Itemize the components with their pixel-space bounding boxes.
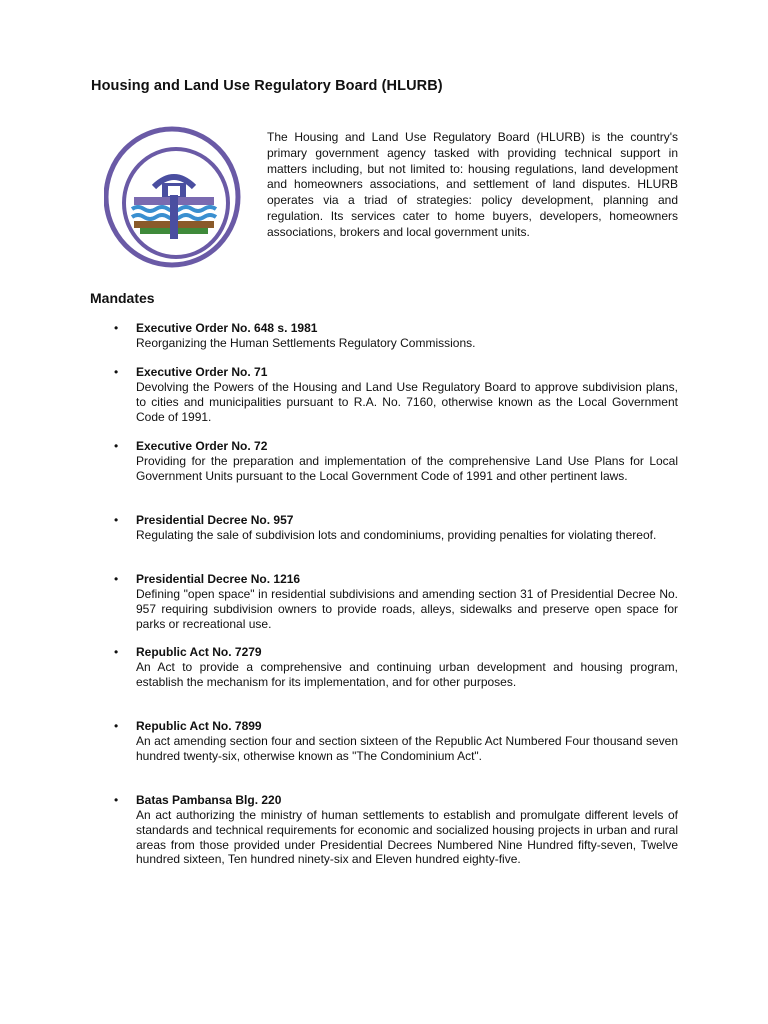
bullet-icon: • [114,793,119,807]
bullet-icon: • [114,719,119,733]
bullet-icon: • [114,572,119,586]
mandate-description: An Act to provide a comprehensive and continuing urban development and housing program, establish the mechanism for its implementation, and for other purposes. [136,660,678,689]
mandate-title: Republic Act No. 7899 [136,719,262,733]
mandate-title: Republic Act No. 7279 [136,645,262,659]
mandate-title: Batas Pambansa Blg. 220 [136,793,282,807]
bullet-icon: • [114,513,119,527]
mandate-title: Executive Order No. 72 [136,439,268,453]
mandate-title: Presidential Decree No. 1216 [136,572,301,586]
mandate-description: Reorganizing the Human Settlements Regulatory Commissions. [136,336,476,350]
hlurb-seal-graphic [104,125,244,275]
bullet-icon: • [114,645,119,659]
mandate-title: Executive Order No. 71 [136,365,268,379]
mandate-description: Defining "open space" in residential subdivisions and amending section 31 of Presidential Decree No. 957 requiring subdivision owners to provide roads, alleys, sidewalks and preserve open space for parks or recreational use. [136,587,678,631]
intro-paragraph: The Housing and Land Use Regulatory Board (HLURB) is the country's primary government agency tasked with providing technical support in matters including, but not limited to: housing regulations, land development and homeowners associations, and settlement of land disputes. HLURB operates via a triad of strategies: policy development, planning and regulation. Its services cater to home buyers, developers, homeowners associations, brokers and local government units. [267,130,678,239]
page-title: Housing and Land Use Regulatory Board (HLURB) [91,78,443,94]
section-heading-mandates: Mandates [90,290,155,306]
mandate-description: An act amending section four and section sixteen of the Republic Act Numbered Four thousand seven hundred twenty-six, otherwise known as "The Condominium Act". [136,734,678,763]
mandate-title: Executive Order No. 648 s. 1981 [136,321,318,335]
bullet-icon: • [114,321,119,335]
mandate-description: An act authorizing the ministry of human settlements to establish and promulgate different levels of standards and technical requirements for economic and socialized housing projects in urban and rural areas from those provided under Presidential Decrees Numbered Nine Hundred fifty-seven, Twelve hundred sixteen, Ten hundred ninety-six and Eleven hundred eighty-five. [136,808,678,867]
mandate-description: Regulating the sale of subdivision lots and condominiums, providing penalties for violating thereof. [136,528,657,542]
mandate-title: Presidential Decree No. 957 [136,513,294,527]
bullet-icon: • [114,365,119,379]
mandate-description: Devolving the Powers of the Housing and Land Use Regulatory Board to approve subdivision plans, to cities and municipalities pursuant to R.A. No. 7160, otherwise known as the Local Government Code of 1991. [136,380,678,424]
mandate-description: Providing for the preparation and implementation of the comprehensive Land Use Plans for Local Government Units pursuant to the Local Government Code of 1991 and other pertinent laws. [136,454,678,483]
hlurb-seal-icon [104,125,244,275]
bullet-icon: • [114,439,119,453]
